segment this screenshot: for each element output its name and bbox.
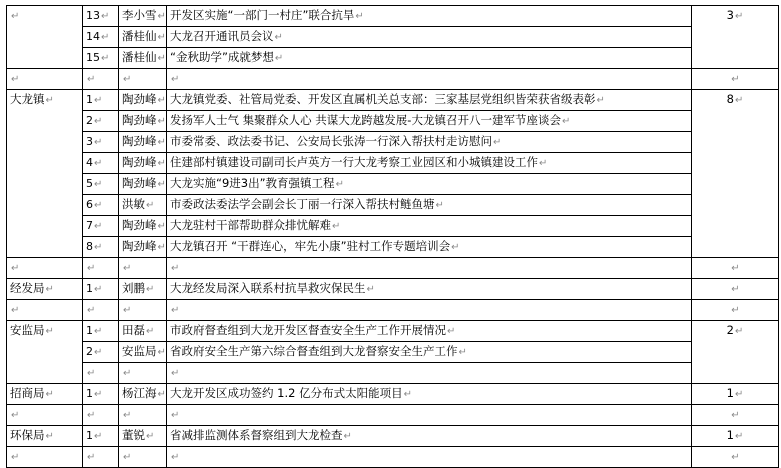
- author-cell-text: 安监局: [122, 344, 157, 358]
- title-cell: [167, 447, 692, 468]
- paragraph-mark: ↵: [157, 11, 166, 22]
- author-cell-text: 陶劲峰: [122, 113, 157, 127]
- author-cell: [119, 321, 167, 342]
- index-cell: [83, 195, 119, 216]
- department-cell: [7, 447, 83, 468]
- author-cell: [119, 426, 167, 447]
- title-cell: [167, 321, 692, 342]
- paragraph-mark: ↵: [101, 31, 110, 43]
- department-cell-text: 大龙镇: [10, 92, 45, 106]
- paragraph-mark: ↵: [435, 200, 444, 211]
- paragraph-mark: ↵: [366, 284, 375, 295]
- paragraph-mark: ↵: [731, 452, 740, 463]
- count-cell-text: 1: [726, 386, 734, 400]
- title-cell-text: “金秋助学”成就梦想: [170, 50, 274, 64]
- paragraph-mark: ↵: [94, 325, 103, 337]
- count-cell: [692, 258, 779, 279]
- paragraph-mark: ↵: [734, 95, 744, 106]
- author-cell-text: 杨江海: [122, 386, 157, 400]
- title-cell: [167, 258, 692, 279]
- title-cell: [167, 363, 692, 384]
- author-cell: [119, 174, 167, 195]
- table-row: [7, 405, 779, 426]
- department-cell: [7, 279, 83, 300]
- author-cell: [119, 69, 167, 90]
- title-cell: [167, 174, 692, 195]
- index-cell: [83, 279, 119, 300]
- index-cell-text: 1: [86, 92, 93, 106]
- table-row: [7, 153, 779, 174]
- paragraph-mark: ↵: [45, 95, 54, 106]
- title-cell: [167, 90, 692, 111]
- title-cell: [167, 48, 692, 69]
- author-cell: [119, 153, 167, 174]
- count-cell: [692, 6, 779, 69]
- count-cell: [692, 384, 779, 405]
- author-cell-text: 潘桂仙: [122, 50, 157, 64]
- author-cell-text: 陶劲峰: [122, 92, 157, 106]
- paragraph-mark: ↵: [734, 431, 744, 442]
- author-cell-text: 田磊: [122, 323, 145, 337]
- title-cell: [167, 384, 692, 405]
- paragraph-mark: ↵: [94, 115, 103, 127]
- title-cell-text: 省政府安全生产第六综合督查组到大龙督察安全生产工作: [170, 344, 458, 358]
- paragraph-mark: ↵: [146, 326, 155, 337]
- count-cell-text: 3: [726, 8, 734, 22]
- title-cell: [167, 279, 692, 300]
- title-cell-text: 市委政法委法学会副会长丁丽一行深入帮扶村鲢鱼塘: [170, 197, 435, 211]
- table-row: [7, 174, 779, 195]
- paragraph-mark: ↵: [274, 32, 283, 43]
- index-cell: [83, 384, 119, 405]
- index-cell: [83, 111, 119, 132]
- paragraph-mark: ↵: [171, 263, 180, 274]
- paragraph-mark: ↵: [171, 305, 180, 316]
- index-cell: [83, 342, 119, 363]
- paragraph-mark: ↵: [94, 430, 103, 442]
- paragraph-mark: ↵: [734, 389, 744, 400]
- author-cell-text: 潘桂仙: [122, 29, 157, 43]
- title-cell: [167, 153, 692, 174]
- title-cell-text: 大龙镇召开 “干群连心，牢先小康”驻村工作专题培训会: [170, 239, 451, 253]
- index-cell-text: 3: [86, 134, 93, 148]
- table-row: [7, 447, 779, 468]
- paragraph-mark: ↵: [87, 367, 96, 379]
- table-row: [7, 69, 779, 90]
- table-row: [7, 384, 779, 405]
- table-row: [7, 258, 779, 279]
- index-cell: [83, 174, 119, 195]
- author-cell-text: 董锐: [122, 428, 145, 442]
- title-cell-text: 省减排监测体系督察组到大龙检查: [170, 428, 343, 442]
- count-cell: [692, 279, 779, 300]
- index-cell: [83, 153, 119, 174]
- paragraph-mark: ↵: [87, 262, 96, 274]
- paragraph-mark: ↵: [123, 305, 132, 316]
- index-cell-text: 4: [86, 155, 93, 169]
- paragraph-mark: ↵: [123, 452, 132, 463]
- author-cell: [119, 405, 167, 426]
- paragraph-mark: ↵: [87, 73, 96, 85]
- paragraph-mark: ↵: [11, 11, 20, 22]
- title-cell-text: 开发区实施“一部门一村庄”联合抗旱: [170, 8, 355, 22]
- paragraph-mark: ↵: [731, 305, 740, 316]
- paragraph-mark: ↵: [343, 431, 352, 442]
- index-cell-text: 1: [86, 323, 93, 337]
- table-row: [7, 279, 779, 300]
- paragraph-mark: ↵: [157, 347, 166, 358]
- table-row: [7, 237, 779, 258]
- author-cell: [119, 90, 167, 111]
- index-cell-text: 2: [86, 344, 93, 358]
- title-cell: [167, 342, 692, 363]
- author-cell-text: 刘鹏: [122, 281, 145, 295]
- index-cell: [83, 447, 119, 468]
- paragraph-mark: ↵: [45, 326, 54, 337]
- paragraph-mark: ↵: [171, 368, 180, 379]
- table-row: [7, 90, 779, 111]
- table-row: [7, 342, 779, 363]
- paragraph-mark: ↵: [123, 263, 132, 274]
- index-cell-text: 1: [86, 428, 93, 442]
- paragraph-mark: ↵: [94, 346, 103, 358]
- table-row: [7, 321, 779, 342]
- paragraph-mark: ↵: [146, 200, 155, 211]
- author-cell: [119, 237, 167, 258]
- paragraph-mark: ↵: [157, 95, 166, 106]
- paragraph-mark: ↵: [157, 32, 166, 43]
- department-cell: [7, 6, 83, 69]
- count-cell-text: 2: [726, 323, 734, 337]
- index-cell: [83, 300, 119, 321]
- author-cell: [119, 6, 167, 27]
- department-cell-text: 经发局: [10, 281, 45, 295]
- author-cell: [119, 300, 167, 321]
- paragraph-mark: ↵: [171, 74, 180, 85]
- title-cell-text: 发扬军人士气 集聚群众人心 共谋大龙跨越发展-大龙镇召开八一建军节座谈会: [170, 113, 561, 127]
- paragraph-mark: ↵: [123, 410, 132, 421]
- title-cell-text: 住建部村镇建设司副司长卢英方一行大龙考察工业园区和小城镇建设工作: [170, 155, 538, 169]
- title-cell: [167, 405, 692, 426]
- department-cell: [7, 300, 83, 321]
- department-cell: [7, 258, 83, 279]
- paragraph-mark: ↵: [87, 304, 96, 316]
- title-cell: [167, 195, 692, 216]
- author-cell: [119, 48, 167, 69]
- paragraph-mark: ↵: [11, 305, 20, 316]
- paragraph-mark: ↵: [157, 179, 166, 190]
- table-row: [7, 132, 779, 153]
- paragraph-mark: ↵: [157, 221, 166, 232]
- index-cell-text: 14: [86, 29, 100, 43]
- author-cell: [119, 279, 167, 300]
- author-cell: [119, 216, 167, 237]
- author-cell-text: 李小雪: [122, 8, 157, 22]
- paragraph-mark: ↵: [94, 94, 103, 106]
- paragraph-mark: ↵: [731, 263, 740, 274]
- count-cell: [692, 321, 779, 384]
- paragraph-mark: ↵: [157, 389, 166, 400]
- index-cell-text: 6: [86, 197, 93, 211]
- paragraph-mark: ↵: [493, 137, 502, 148]
- paragraph-mark: ↵: [274, 53, 284, 64]
- author-cell: [119, 363, 167, 384]
- title-cell: [167, 69, 692, 90]
- count-cell: [692, 405, 779, 426]
- paragraph-mark: ↵: [447, 326, 456, 337]
- table-row: [7, 363, 779, 384]
- paragraph-mark: ↵: [403, 389, 412, 400]
- paragraph-mark: ↵: [539, 158, 548, 169]
- paragraph-mark: ↵: [731, 410, 740, 421]
- index-cell: [83, 27, 119, 48]
- count-cell: [692, 447, 779, 468]
- index-cell: [83, 405, 119, 426]
- paragraph-mark: ↵: [146, 431, 155, 442]
- index-cell-text: 2: [86, 113, 93, 127]
- paragraph-mark: ↵: [157, 137, 166, 148]
- index-cell-text: 5: [86, 176, 93, 190]
- author-cell: [119, 342, 167, 363]
- paragraph-mark: ↵: [94, 157, 103, 169]
- author-cell-text: 陶劲峰: [122, 134, 157, 148]
- paragraph-mark: ↵: [94, 388, 103, 400]
- paragraph-mark: ↵: [101, 10, 110, 22]
- author-cell: [119, 132, 167, 153]
- index-cell: [83, 216, 119, 237]
- paragraph-mark: ↵: [45, 431, 54, 442]
- paragraph-mark: ↵: [171, 452, 180, 463]
- author-cell-text: 陶劲峰: [122, 218, 157, 232]
- table-row: [7, 300, 779, 321]
- paragraph-mark: ↵: [94, 178, 103, 190]
- title-cell: [167, 300, 692, 321]
- table-row: [7, 426, 779, 447]
- department-cell: [7, 90, 83, 258]
- paragraph-mark: ↵: [731, 284, 740, 295]
- paragraph-mark: ↵: [87, 451, 96, 463]
- paragraph-mark: ↵: [45, 284, 54, 295]
- author-cell: [119, 258, 167, 279]
- count-cell: [692, 300, 779, 321]
- author-cell: [119, 27, 167, 48]
- author-cell: [119, 111, 167, 132]
- paragraph-mark: ↵: [146, 284, 155, 295]
- author-cell: [119, 195, 167, 216]
- count-cell-text: 8: [726, 92, 734, 106]
- title-cell-text: 大龙经发局深入联系村抗旱救灾保民生: [170, 281, 366, 295]
- department-cell-text: 招商局: [10, 386, 45, 400]
- table-row: [7, 6, 779, 27]
- author-cell: [119, 384, 167, 405]
- title-cell: [167, 237, 692, 258]
- paragraph-mark: ↵: [157, 242, 166, 253]
- index-cell: [83, 321, 119, 342]
- count-cell-text: 1: [726, 428, 734, 442]
- table-row: [7, 195, 779, 216]
- author-cell: [119, 447, 167, 468]
- paragraph-mark: ↵: [171, 410, 180, 421]
- paragraph-mark: ↵: [45, 389, 54, 400]
- paragraph-mark: ↵: [157, 116, 166, 127]
- index-cell: [83, 363, 119, 384]
- index-cell-text: 1: [86, 386, 93, 400]
- index-cell-text: 15: [86, 50, 100, 64]
- title-cell: [167, 27, 692, 48]
- title-cell: [167, 6, 692, 27]
- department-cell: [7, 384, 83, 405]
- paragraph-mark: ↵: [561, 116, 571, 127]
- author-cell-text: 陶劲峰: [122, 176, 157, 190]
- title-cell-text: 大龙驻村干部帮助群众排忧解难: [170, 218, 331, 232]
- department-cell-text: 环保局: [10, 428, 45, 442]
- index-cell: [83, 69, 119, 90]
- paragraph-mark: ↵: [157, 158, 166, 169]
- paragraph-mark: ↵: [157, 53, 166, 64]
- author-cell-text: 陶劲峰: [122, 155, 157, 169]
- department-cell: [7, 321, 83, 384]
- paragraph-mark: ↵: [335, 179, 344, 190]
- title-cell-text: 大龙实施“9进3出”教育强镇工程: [170, 176, 335, 190]
- index-cell: [83, 132, 119, 153]
- paragraph-mark: ↵: [458, 347, 467, 358]
- title-cell: [167, 216, 692, 237]
- table-row: [7, 27, 779, 48]
- index-cell-text: 8: [86, 239, 93, 253]
- index-cell-text: 1: [86, 281, 93, 295]
- department-cell: [7, 405, 83, 426]
- count-cell: [692, 426, 779, 447]
- title-cell-text: 市政府督查组到大龙开发区督查安全生产工作开展情况: [170, 323, 446, 337]
- count-cell: [692, 69, 779, 90]
- index-cell: [83, 426, 119, 447]
- index-cell: [83, 48, 119, 69]
- paragraph-mark: ↵: [94, 136, 103, 148]
- index-cell: [83, 258, 119, 279]
- author-cell-text: 陶劲峰: [122, 239, 157, 253]
- paragraph-mark: ↵: [87, 409, 96, 421]
- department-cell: [7, 426, 83, 447]
- index-cell-text: 7: [86, 218, 93, 232]
- index-cell-text: 13: [86, 8, 100, 22]
- paragraph-mark: ↵: [731, 74, 740, 85]
- title-cell: [167, 426, 692, 447]
- title-cell-text: 大龙召开通讯员会议: [170, 29, 274, 43]
- author-cell-text: 洪敏: [122, 197, 145, 211]
- paragraph-mark: ↵: [734, 326, 744, 337]
- department-cell-text: 安监局: [10, 323, 45, 337]
- title-cell: [167, 132, 692, 153]
- article-table-body: [7, 6, 779, 468]
- title-cell-text: 市委常委、政法委书记、公安局长张涛一行深入帮扶村走访慰问: [170, 134, 492, 148]
- paragraph-mark: ↵: [101, 52, 110, 64]
- count-cell: [692, 90, 779, 258]
- index-cell: [83, 6, 119, 27]
- paragraph-mark: ↵: [332, 221, 341, 232]
- index-cell: [83, 237, 119, 258]
- paragraph-mark: ↵: [123, 368, 132, 379]
- paragraph-mark: ↵: [11, 452, 20, 463]
- title-cell-text: 大龙镇党委、社管局党委、开发区直属机关总支部：三家基层党组织皆荣获省级表彰: [170, 92, 596, 106]
- index-cell: [83, 90, 119, 111]
- table-row: [7, 216, 779, 237]
- paragraph-mark: ↵: [94, 241, 103, 253]
- paragraph-mark: ↵: [94, 220, 103, 232]
- paragraph-mark: ↵: [11, 263, 20, 274]
- paragraph-mark: ↵: [11, 74, 20, 85]
- paragraph-mark: ↵: [94, 283, 103, 295]
- table-row: [7, 111, 779, 132]
- paragraph-mark: ↵: [11, 410, 20, 421]
- table-row: [7, 48, 779, 69]
- title-cell: [167, 111, 692, 132]
- paragraph-mark: ↵: [451, 242, 460, 253]
- paragraph-mark: ↵: [355, 11, 364, 22]
- article-table: [6, 5, 779, 468]
- paragraph-mark: ↵: [94, 199, 103, 211]
- department-cell: [7, 69, 83, 90]
- paragraph-mark: ↵: [734, 11, 744, 22]
- title-cell-text: 大龙开发区成功签约 1.2 亿分布式太阳能项目: [170, 386, 403, 400]
- paragraph-mark: ↵: [123, 74, 132, 85]
- paragraph-mark: ↵: [596, 95, 605, 106]
